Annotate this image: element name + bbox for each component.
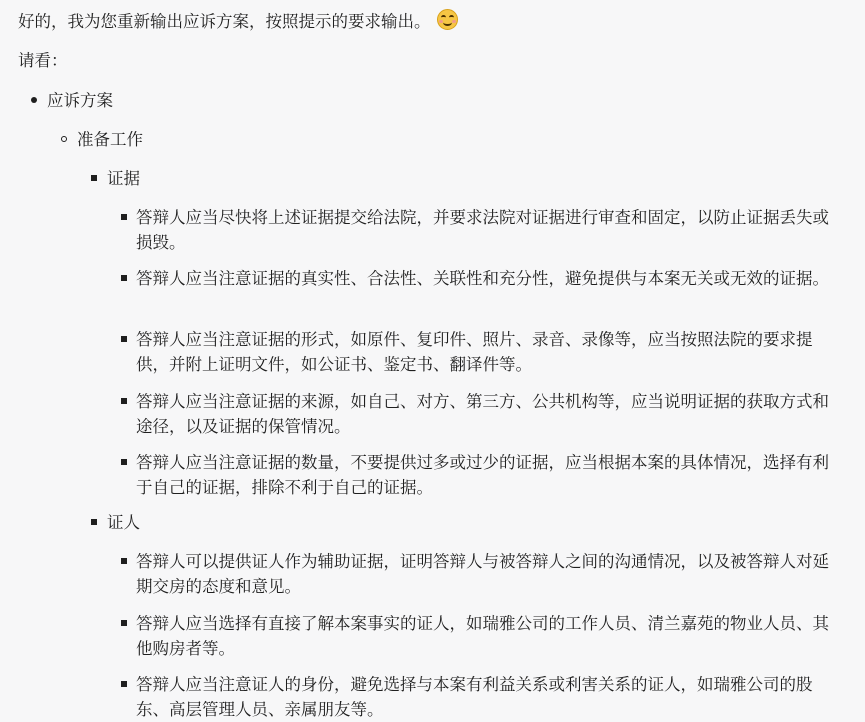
square-bullet xyxy=(121,681,127,687)
witness-item: 答辩人应当选择有直接了解本案事实的证人，如瑞雅公司的工作人员、清兰嘉苑的物业人员、其他购房者等。 xyxy=(136,614,829,658)
level2-heading: 准备工作 xyxy=(77,130,143,149)
smiling-face-icon xyxy=(437,9,458,30)
square-bullet xyxy=(121,459,127,465)
evidence-item: 答辩人应当注意证据的真实性、合法性、关联性和充分性，避免提供与本案无关或无效的证据。 xyxy=(136,269,829,288)
witness-item: 答辩人可以提供证人作为辅助证据，证明答辩人与被答辩人之间的沟通情况，以及被答辩人对延期交房的态度和意见。 xyxy=(136,552,829,596)
evidence-heading: 证据 xyxy=(107,169,140,188)
circle-bullet xyxy=(61,136,67,142)
square-bullet xyxy=(121,398,127,404)
square-bullet xyxy=(121,214,127,220)
evidence-item: 答辩人应当注意证据的数量，不要提供过多或过少的证据，应当根据本案的具体情况，选择有利于自己的证据，排除不利于自己的证据。 xyxy=(136,453,829,497)
square-bullet xyxy=(121,336,127,342)
evidence-item: 答辩人应当尽快将上述证据提交给法院，并要求法院对证据进行审查和固定，以防止证据丢失或损毁。 xyxy=(136,208,829,252)
witness-item: 答辩人应当注意证人的身份，避免选择与本案有利益关系或利害关系的证人，如瑞雅公司的股东、高层管理人员、亲属朋友等。 xyxy=(136,675,813,719)
evidence-item: 答辩人应当注意证据的来源，如自己、对方、第三方、公共机构等，应当说明证据的获取方式和途径，以及证据的保管情况。 xyxy=(136,392,829,436)
evidence-item: 答辩人应当注意证据的形式，如原件、复印件、照片、录音、录像等，应当按照法院的要求提供，并附上证明文件，如公证书、鉴定书、翻译件等。 xyxy=(136,330,813,374)
level1-heading: 应诉方案 xyxy=(47,91,113,110)
square-bullet xyxy=(91,175,97,181)
please-see-text: 请看： xyxy=(18,51,68,70)
witness-heading: 证人 xyxy=(107,513,140,532)
square-bullet xyxy=(121,275,127,281)
intro-line xyxy=(18,9,458,34)
square-bullet xyxy=(121,620,127,626)
disc-bullet xyxy=(31,97,37,103)
square-bullet xyxy=(91,519,97,525)
intro-text: 好的，我为您重新输出应诉方案，按照提示的要求输出。 xyxy=(18,12,431,31)
square-bullet xyxy=(121,558,127,564)
